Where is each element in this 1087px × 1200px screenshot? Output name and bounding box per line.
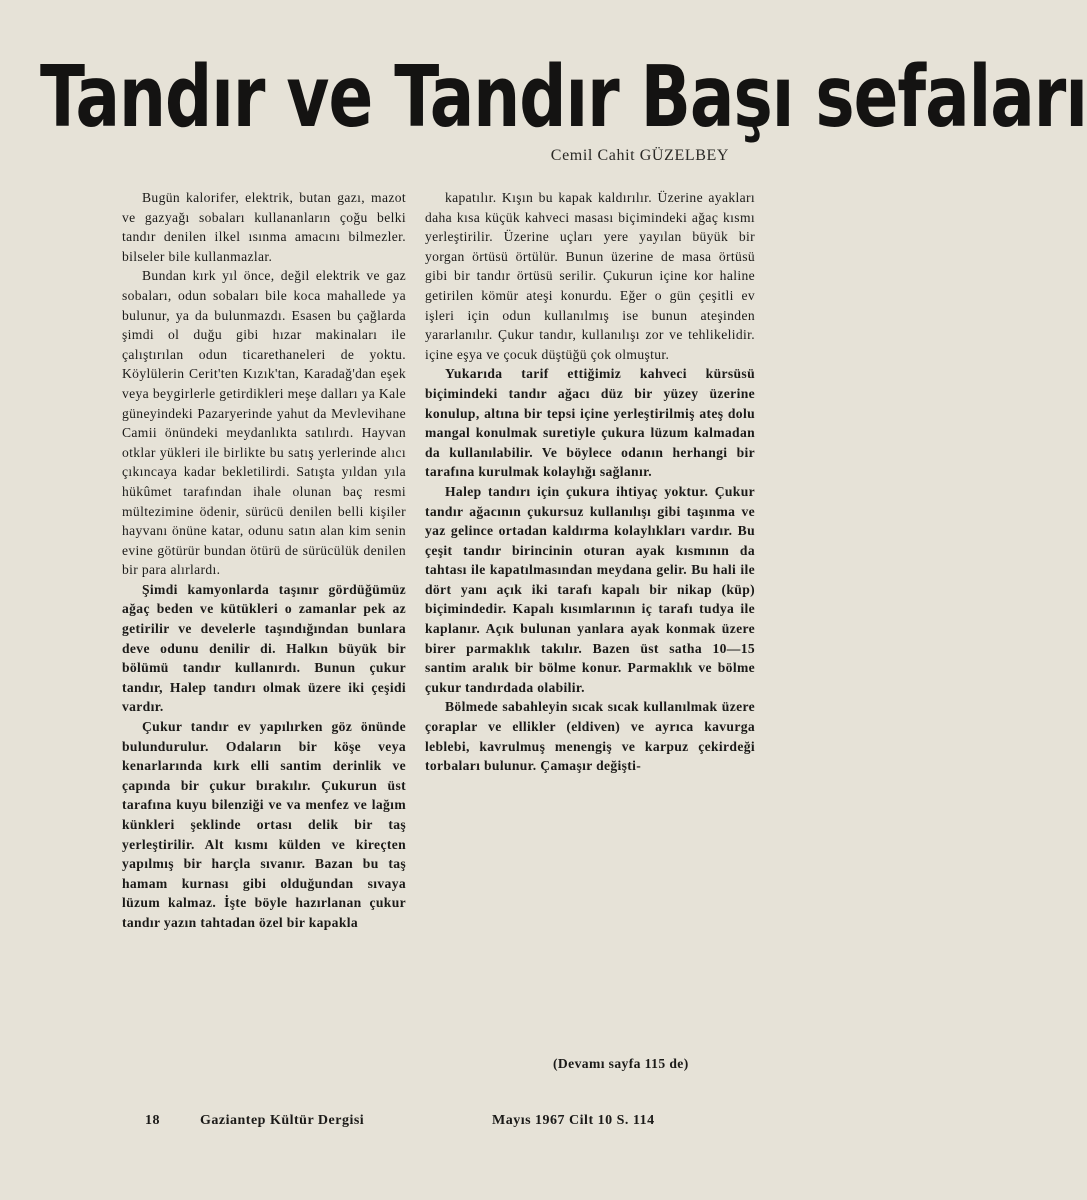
author-name: Cemil Cahit GÜZELBEY	[550, 147, 729, 164]
article-title: Tandır ve Tandır Başı sefaları	[40, 48, 1087, 147]
page-number: 18	[145, 1113, 160, 1128]
paragraph: Halep tandırı için çukura ihtiyaç yoktur. Çukur tandır ağacının çukursuz kullanılışı gibi taşınma ve yaz gelince ortadan kaldırma kolaylıkları vardır. Bu çeşit tandır birincinin oturan ayak kısmının da tahtası ile kapatılmasından meydana gelir. Bu hali ile dört yanı açık iki tarafı kapalı bir nikap (küp) biçimindedir. Kapalı kısımlarının iç tarafı tudya ile kaplanır. Açık bulunan yanlara ayak konmak üzere birer parmaklık takılır. Bazen üst satha 10—15 santim aralık bir bölme konur. Parmaklık ve bölme çukur tandırdada olabilir.	[425, 483, 755, 695]
issue-info: Mayıs 1967 Cilt 10 S. 114	[492, 1113, 655, 1128]
paragraph: kapatılır. Kışın bu kapak kaldırılır. Üzerine ayakları daha kısa küçük kahveci masası biçimindeki ağaç kısmı yerleştirilir. Üzerine uçları yere yayılan büyük bir yorgan örtüsü örtülür. Bunun üzerine de masa örtüsü gibi bir tandır örtüsü serilir. Çukurun içine kor haline getirilen kömür ateşi konurdu. Eğer o gün çeşitli ev işleri için odun kullanılmış ise bunun ateşinden yararlanılır. Çukur tandır, kullanılışı zor ve tehlikelidir. içine eşya ve çocuk düştüğü çok olmuştur.	[425, 190, 755, 362]
paragraph: Yukarıda tarif ettiğimiz kahveci kürsüsü biçimindeki tandır ağacı düz bir yüzey üzerine konulup, altına bir tepsi içine yerleştirilmiş ateş dolu mangal konulmak suretiyle çukura lüzum kalmadan da kullanılabilir. Ve böylece odanın herhangi bir tarafına kurulmak kolaylığı sağlanır.	[425, 366, 755, 480]
paragraph: Bölmede sabahleyin sıcak sıcak kullanılmak üzere çoraplar ve ellikler (eldiven) ve ayrıca kavurga leblebi, kavrulmuş menengiş ve karpuz çekirdeği torbaları bulunur. Çamaşır değişti-	[425, 699, 755, 774]
paragraph: Bugün kalorifer, elektrik, butan gazı, mazot ve gazyağı sobaları kullananların çoğu belki tandır denilen ilkel ısınma amacını bilmezler. bilseler bile kullanmazlar.	[122, 190, 406, 264]
paragraph: Bundan kırk yıl önce, değil elektrik ve gaz sobaları, odun sobaları bile koca mahallede ya bulunur, ya da bulunmazdı. Esasen bu çağlarda şimdi ol duğu gibi hızar makinaları ile çalıştırılan odun ticarethaneleri de yoktu. Köylülerin Cerit'ten Kızık'tan, Karadağ'dan eşek veya beygirlerle getirdikleri meşe dalları ya Kale güneyindeki Pazaryerinde yahut da Mevlevihane Camii önündeki meydanlıkta satılırdı. Hayvan otklar yükleri ile birlikte bu satış yerlerinde alıcı çıkıncaya kadar bekletilirdi. Satışta yıldan yıla hükûmet tarafından ihale olunan baç resmi mültezimine ödenir, sürücü denilen belli kişiler hayvanı önüne katar, odunu satın alan kim senin evine götürür bundan ötürü de sürücülük denilen bir para alırlardı.	[122, 268, 406, 578]
left-column	[122, 188, 406, 933]
paragraph: Şimdi kamyonlarda taşınır gördüğümüz ağaç beden ve kütükleri o zamanlar pek az getirilir ve develerle taşındığından bunlara deve odunu denilir di. Halkın büyük bir bölümü tandır kullanırdı. Bunun çukur tandır, Halep tandırı olmak üzere iki çeşidi vardır.	[122, 581, 406, 715]
journal-name: Gaziantep Kültür Dergisi	[200, 1113, 365, 1128]
paragraph: Çukur tandır ev yapılırken göz önünde bulundurulur. Odaların bir köşe veya kenarlarında kırk elli santim derinlik ve çapında bir çukur bırakılır. Çukurun üst tarafına kuyu bilenziği ve va menfez ve lağım künkleri şeklinde ortası delik bir taş yerleştirilir. Alt kısmı külden ve kireçten yapılmış bir harçla sıvanır. Bazan bu taş hamam kurnası gibi olduğundan sıvaya lüzum kalmaz. İşte böyle hazırlanan çukur tandır yazın tahtadan özel bir kapakla	[122, 719, 406, 930]
right-column	[425, 188, 755, 776]
continuation-note: (Devamı sayfa 115 de)	[553, 1056, 689, 1071]
